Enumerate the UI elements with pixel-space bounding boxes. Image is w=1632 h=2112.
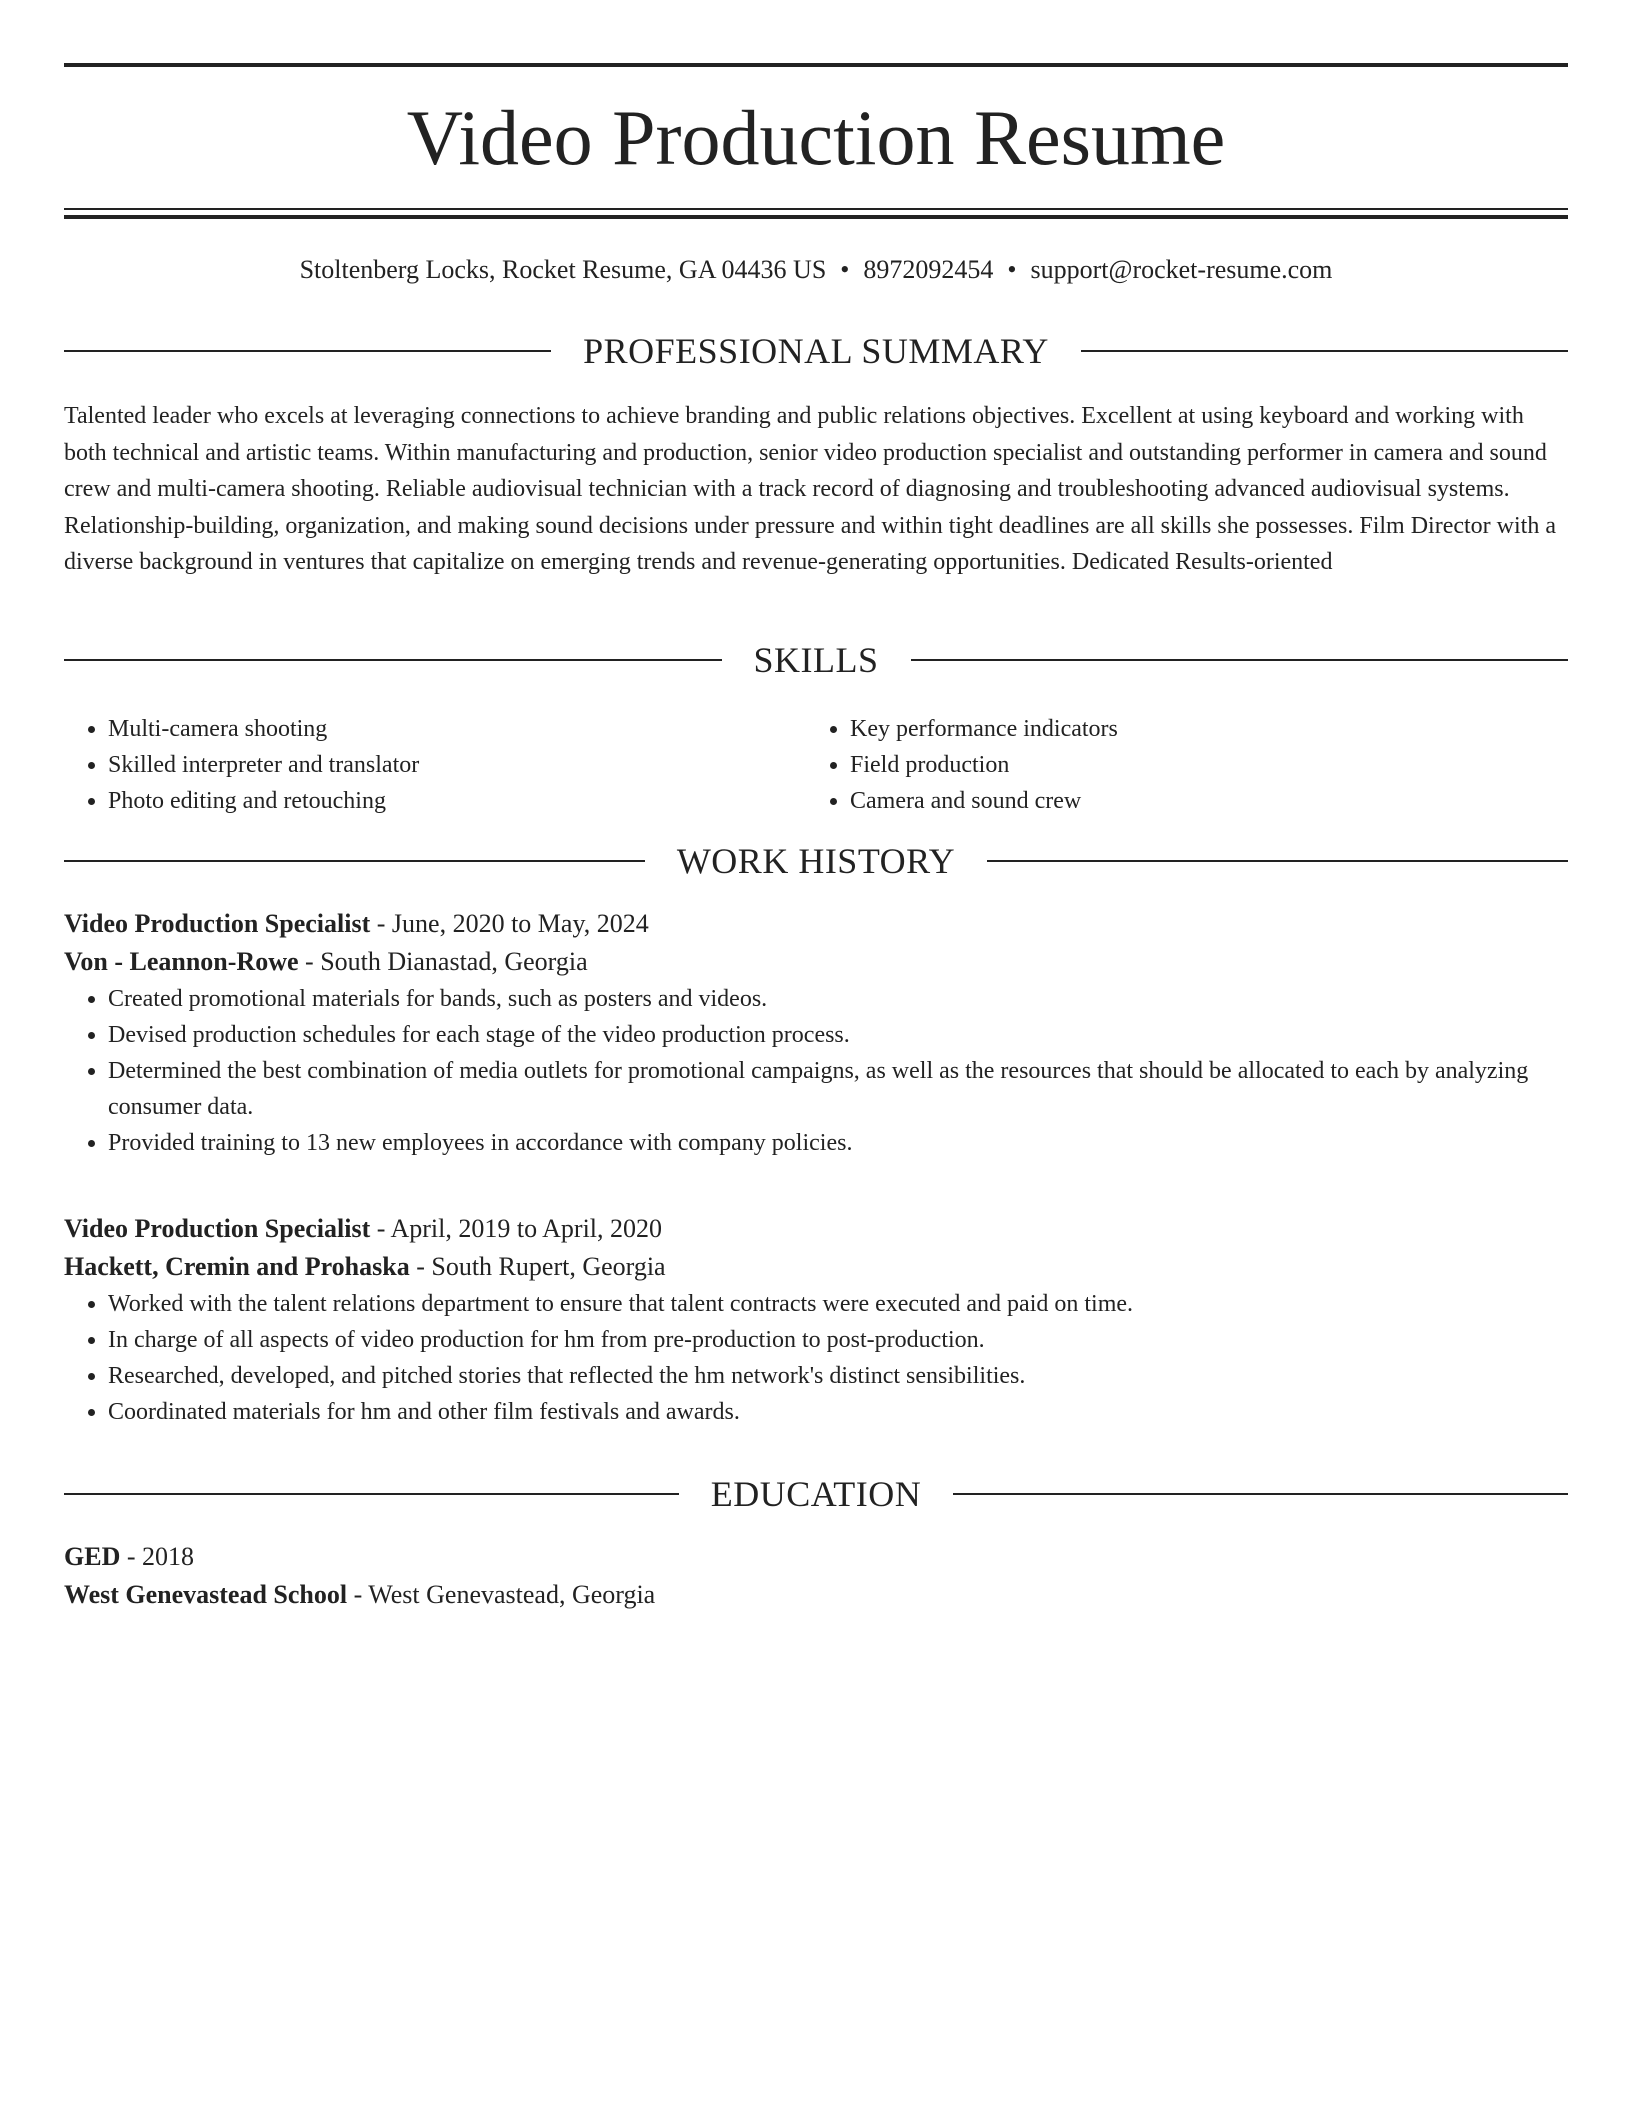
summary-text: Talented leader who excels at leveraging connections to achieve branding and public relations objectives. Excellent at using keyboard and working with both technical and artistic teams. Within manufacturing and production, senior video production specialist and outstanding performer in camera and sound crew and multi-camera shooting. Reliable audiovisual technician with a track record of diagnosing and troubleshooting advanced audiovisual systems. Relationship-building, organization, and making sound decisions under pressure and within tight deadlines are all skills she possesses. Film Director with a diverse background in ventures that capitalize on emerging trends and revenue-generating opportunities. Dedicated Results-oriented bbox=[64, 403, 1556, 575]
heading-rule-left bbox=[64, 350, 551, 352]
education-school: West Genevastead School bbox=[64, 1580, 348, 1609]
contact-separator: • bbox=[1007, 255, 1017, 284]
contact-phone: 8972092454 bbox=[863, 255, 994, 284]
title-rule-thin bbox=[64, 208, 1568, 210]
title-rule-thick bbox=[64, 215, 1568, 219]
education-school-line bbox=[64, 1576, 1568, 1614]
job-duties bbox=[64, 1286, 1568, 1430]
skill-item: • Field production bbox=[850, 747, 1548, 783]
education-heading bbox=[64, 1472, 1568, 1516]
job-duty-item: • Provided training to 13 new employees in accordance with company policies. bbox=[108, 1125, 1568, 1161]
education-degree: GED bbox=[64, 1542, 121, 1571]
job-entry bbox=[64, 1210, 1568, 1430]
education-location: - West Genevastead, Georgia bbox=[347, 1580, 656, 1609]
job-duty-item: • Worked with the talent relations department to ensure that talent contracts were executed and paid on time. bbox=[108, 1286, 1568, 1322]
education-entry bbox=[64, 1538, 1568, 1614]
heading-rule-right bbox=[987, 860, 1568, 862]
education-heading-label: EDUCATION bbox=[710, 1474, 922, 1514]
job-location: - South Rupert, Georgia bbox=[409, 1252, 666, 1281]
job-duty-item: • Devised production schedules for each stage of the video production process. bbox=[108, 1017, 1568, 1053]
job-title-line bbox=[64, 1210, 1568, 1248]
job-duty-item: • Created promotional materials for bands, such as posters and videos. bbox=[108, 981, 1568, 1017]
education-year: - 2018 bbox=[120, 1542, 195, 1571]
job-company-line bbox=[64, 1248, 1568, 1286]
skill-item: • Multi-camera shooting bbox=[108, 711, 806, 747]
heading-rule-left bbox=[64, 1493, 679, 1495]
heading-rule-right bbox=[911, 659, 1569, 661]
summary-heading-label: PROFESSIONAL SUMMARY bbox=[583, 331, 1049, 371]
job-entry bbox=[64, 905, 1568, 1161]
heading-rule-left bbox=[64, 860, 645, 862]
skill-item: • Key performance indicators bbox=[850, 711, 1548, 747]
job-dates: - April, 2019 to April, 2020 bbox=[370, 1214, 663, 1243]
contact-address: Stoltenberg Locks, Rocket Resume, GA 04436 US bbox=[299, 255, 827, 284]
job-company: Hackett, Cremin and Prohaska bbox=[64, 1252, 410, 1281]
job-duties bbox=[64, 981, 1568, 1161]
education-degree-line bbox=[64, 1538, 1568, 1576]
resume-title: Video Production Resume bbox=[406, 94, 1226, 181]
skills-column-right bbox=[806, 711, 1548, 819]
work-history-heading bbox=[64, 839, 1568, 883]
job-duty-item: • In charge of all aspects of video production for hm from pre-production to post-production. bbox=[108, 1322, 1568, 1358]
skills-heading-label: SKILLS bbox=[753, 640, 879, 680]
skills-column-left bbox=[64, 711, 806, 819]
job-title-line bbox=[64, 905, 1568, 943]
skills-heading bbox=[64, 638, 1568, 682]
skill-item: • Skilled interpreter and translator bbox=[108, 747, 806, 783]
job-duty-item: • Researched, developed, and pitched stories that reflected the hm network's distinct sensibilities. bbox=[108, 1358, 1568, 1394]
job-duty-item: • Coordinated materials for hm and other film festivals and awards. bbox=[108, 1394, 1568, 1430]
job-title: Video Production Specialist bbox=[64, 1214, 371, 1243]
heading-rule-left bbox=[64, 659, 722, 661]
skills-list bbox=[64, 711, 1568, 819]
top-rule bbox=[64, 63, 1568, 67]
contact-line bbox=[64, 252, 1568, 288]
skill-item: • Photo editing and retouching bbox=[108, 783, 806, 819]
work-history-heading-label: WORK HISTORY bbox=[676, 841, 956, 881]
job-dates: - June, 2020 to May, 2024 bbox=[370, 909, 649, 938]
job-duty-item: • Determined the best combination of media outlets for promotional campaigns, as well as the resources that should be allocated to each by analyzing consumer data. bbox=[108, 1053, 1568, 1125]
heading-rule-right bbox=[1081, 350, 1568, 352]
skill-item: • Camera and sound crew bbox=[850, 783, 1548, 819]
job-company: Von - Leannon-Rowe bbox=[64, 947, 299, 976]
heading-rule-right bbox=[953, 1493, 1568, 1495]
summary-heading bbox=[64, 329, 1568, 373]
contact-separator: • bbox=[840, 255, 850, 284]
job-location: - South Dianastad, Georgia bbox=[298, 947, 588, 976]
job-title: Video Production Specialist bbox=[64, 909, 371, 938]
job-company-line bbox=[64, 943, 1568, 981]
contact-email: support@rocket-resume.com bbox=[1030, 255, 1333, 284]
